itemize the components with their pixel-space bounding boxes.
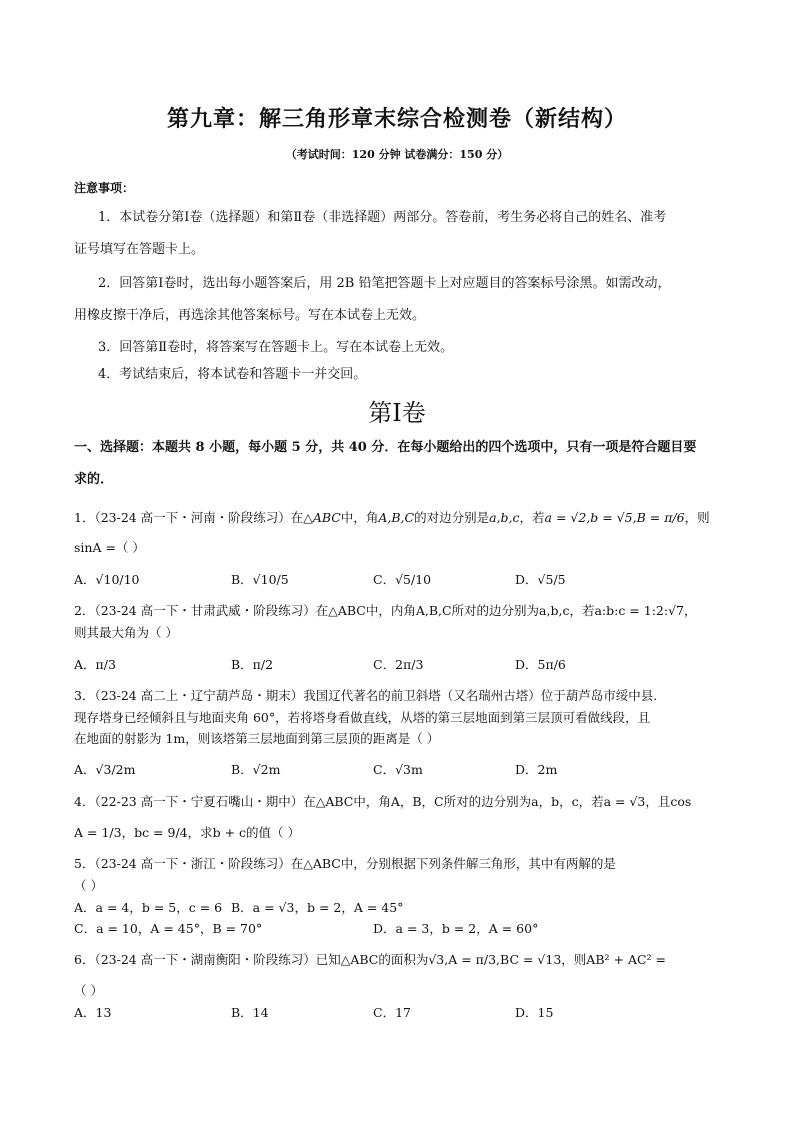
question-3-line-2: 现存塔身已经倾斜且与地面夹角 60°，若将塔身看做直线，从塔的第三层地面到第三层顶可看做线段，且 — [74, 710, 651, 725]
q5-option-d: D．a = 3，b = 2，A = 60° — [373, 921, 539, 936]
part-intro-line-2: 求的． — [74, 472, 114, 487]
q3-option-b: B．√2m — [231, 762, 281, 777]
q1-stem-e: ，则 — [684, 510, 710, 525]
question-2-stem: 2．（23-24 高一下・甘肃武威・阶段练习）在△ABC中，内角A,B,C所对的边分别为a,b,c，若a:b:c = 1:2:√7， — [74, 603, 697, 618]
q3-option-a: A．√3/2m — [74, 762, 136, 777]
question-6-line-2: （ ） — [74, 983, 103, 998]
question-5-line-1: 5．（23-24 高一下・浙江・阶段练习）在△ABC中，分别根据下列条件解三角形，其中有两解的是 — [74, 856, 616, 871]
notes-heading: 注意事项： — [74, 181, 135, 195]
note-line-6: 4．考试结束后，将本试卷和答题卡一并交回。 — [98, 367, 367, 382]
q1-stem-a: 1．（23-24 高一下・河南・阶段练习）在△ — [74, 510, 313, 525]
exam-title: 第九章：解三角形章末综合检测卷（新结构） — [166, 106, 627, 132]
question-4-line-1: 4．（22-23 高一下・宁夏石嘴山・期中）在△ABC中，角A，B，C所对的边分别为a，b，c，若a = √3，且cos — [74, 794, 692, 809]
note-line-1: 1．本试卷分第Ⅰ卷（选择题）和第Ⅱ卷（非选择题）两部分。答卷前，考生务必将自己的姓名、准考 — [98, 210, 667, 225]
q1-triangle: ABC — [312, 510, 341, 525]
question-1-line-2: sinA =（ ） — [74, 540, 145, 555]
note-line-2: 证号填写在答题卡上。 — [74, 242, 205, 257]
note-line-4: 用橡皮擦干净后，再选涂其他答案标号。写在本试卷上无效。 — [74, 308, 426, 323]
question-6-line-1: 6．（23-24 高一下・湖南衡阳・阶段练习）已知△ABC的面积为√3,A = π/3,BC = √13，则AB² + AC² = — [74, 952, 666, 967]
q1-option-b: B．√10/5 — [231, 572, 289, 587]
q5-option-c: C．a = 10，A = 45°，B = 70° — [74, 921, 263, 936]
q1-stem-d: ，若 — [519, 510, 545, 525]
q5-option-b: B．a = √3，b = 2，A = 45° — [231, 900, 404, 915]
q1-stem-c: 的对边分别是 — [414, 510, 490, 525]
q5-option-a: A．a = 4，b = 5，c = 6 — [74, 900, 223, 915]
q6-option-a: A．13 — [74, 1005, 112, 1020]
q6-option-c: C．17 — [373, 1005, 411, 1020]
exam-subtitle: （考试时间：120 分钟 试卷满分：150 分） — [285, 148, 509, 161]
q1-angles: A,B,C — [378, 510, 415, 525]
q3-option-c: C．√3m — [373, 762, 423, 777]
q6-option-d: D．15 — [515, 1005, 554, 1020]
q2-option-a: A．π/3 — [74, 657, 116, 672]
question-1-stem — [74, 508, 710, 526]
q2-option-b: B．π/2 — [231, 657, 274, 672]
question-3-line-1: 3．（23-24 高二上・辽宁葫芦岛・期末）我国辽代著名的前卫斜塔（又名瑞州古塔）位于葫芦岛市绥中县. — [74, 688, 658, 703]
question-2-line-2: 则其最大角为（ ） — [74, 625, 178, 640]
question-4-line-2: A = 1/3，bc = 9/4，求b + c的值（ ） — [74, 825, 301, 840]
q1-option-c: C．√5/10 — [373, 572, 432, 587]
q1-stem-b: 中，角 — [340, 510, 379, 525]
section-title: 第Ⅰ卷 — [368, 399, 426, 427]
q6-option-b: B．14 — [231, 1005, 269, 1020]
note-line-3: 2．回答第Ⅰ卷时，选出每小题答案后，用 2B 铅笔把答题卡上对应题目的答案标号涂黑。如需改动， — [98, 276, 671, 291]
q1-sides: a,b,c — [489, 510, 520, 525]
q3-option-d: D．2m — [515, 762, 558, 777]
note-line-5: 3．回答第Ⅱ卷时，将答案写在答题卡上。写在本试卷上无效。 — [98, 340, 454, 355]
q2-option-c: C．2π/3 — [373, 657, 424, 672]
question-5-line-2: （ ） — [74, 878, 103, 893]
q1-condition: a = √2,b = √5,B = π/6 — [544, 510, 685, 525]
question-3-line-3: 在地面的射影为 1m，则该塔第三层地面到第三层顶的距离是（ ） — [74, 731, 440, 746]
part-intro-line-1: 一、选择题：本题共 8 小题，每小题 5 分，共 40 分．在每小题给出的四个选项中，只有一项是符合题目要 — [74, 440, 697, 455]
q1-option-d: D．√5/5 — [515, 572, 566, 587]
q1-option-a: A．√10/10 — [74, 572, 140, 587]
q2-option-d: D．5π/6 — [515, 657, 566, 672]
